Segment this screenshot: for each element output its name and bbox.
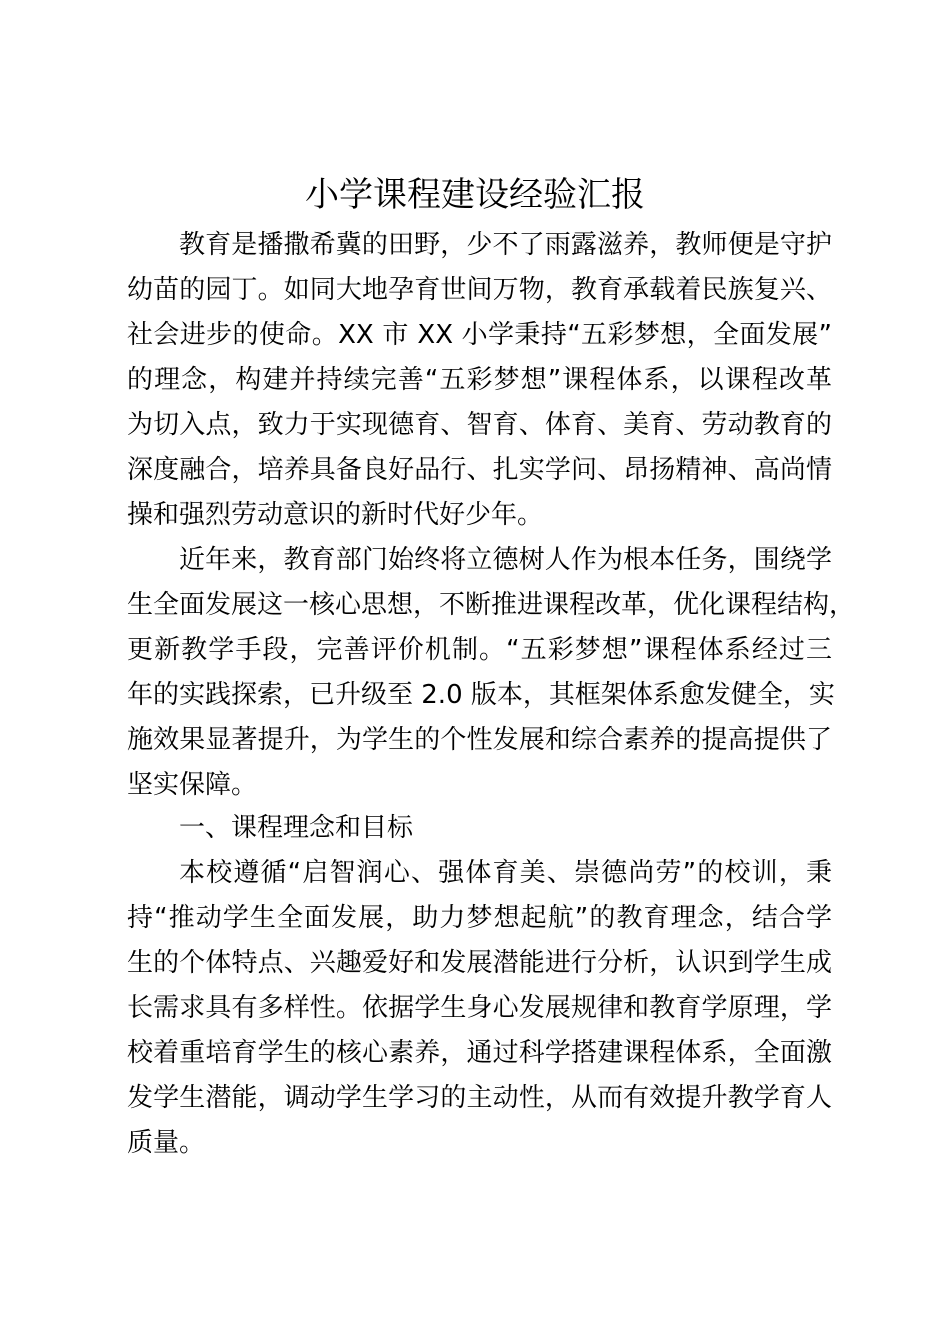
- paragraph-line: 年的实践探索，已升级至 2.0 版本，其框架体系愈发健全，实: [127, 680, 835, 710]
- paragraph-line: 质量。: [127, 1128, 206, 1158]
- paragraph-line: 幼苗的园丁。如同大地孕育世间万物，教育承载着民族复兴、: [127, 275, 832, 305]
- paragraph-line: 施效果显著提升，为学生的个性发展和综合素养的提高提供了: [127, 725, 832, 755]
- paragraph-line: 的理念，构建并持续完善“五彩梦想”课程体系，以课程改革: [127, 365, 832, 395]
- section-heading: 一、课程理念和目标: [179, 813, 414, 843]
- paragraph-line: 校着重培育学生的核心素养，通过科学搭建课程体系，全面激: [127, 1038, 832, 1068]
- paragraph-line: 教育是播撒希冀的田野，少不了雨露滋养，教师便是守护: [179, 230, 832, 260]
- paragraph-line: 本校遵循“启智润心、强体育美、崇德尚劳”的校训，秉: [179, 858, 832, 888]
- paragraph-line: 发学生潜能，调动学生学习的主动性，从而有效提升教学育人: [127, 1083, 832, 1113]
- paragraph-line: 生全面发展这一核心思想，不断推进课程改革，优化课程结构，: [127, 590, 856, 620]
- paragraph-line: 社会进步的使命。XX 市 XX 小学秉持“五彩梦想，全面发展”: [127, 320, 832, 350]
- paragraph-line: 长需求具有多样性。依据学生身心发展规律和教育学原理，学: [127, 993, 832, 1023]
- paragraph-line: 操和强烈劳动意识的新时代好少年。: [127, 500, 544, 530]
- paragraph-line: 生的个体特点、兴趣爱好和发展潜能进行分析，认识到学生成: [127, 948, 832, 978]
- paragraph-line: 坚实保障。: [127, 770, 258, 800]
- paragraph-line: 持“推动学生全面发展，助力梦想起航”的教育理念，结合学: [127, 903, 832, 933]
- paragraph-line: 更新教学手段，完善评价机制。“五彩梦想”课程体系经过三: [127, 635, 832, 665]
- document-title: 小学课程建设经验汇报: [305, 175, 645, 215]
- paragraph-line: 深度融合，培养具备良好品行、扎实学问、昂扬精神、高尚情: [127, 455, 832, 485]
- paragraph-line: 为切入点，致力于实现德育、智育、体育、美育、劳动教育的: [127, 410, 832, 440]
- paragraph-line: 近年来，教育部门始终将立德树人作为根本任务，围绕学: [179, 545, 832, 575]
